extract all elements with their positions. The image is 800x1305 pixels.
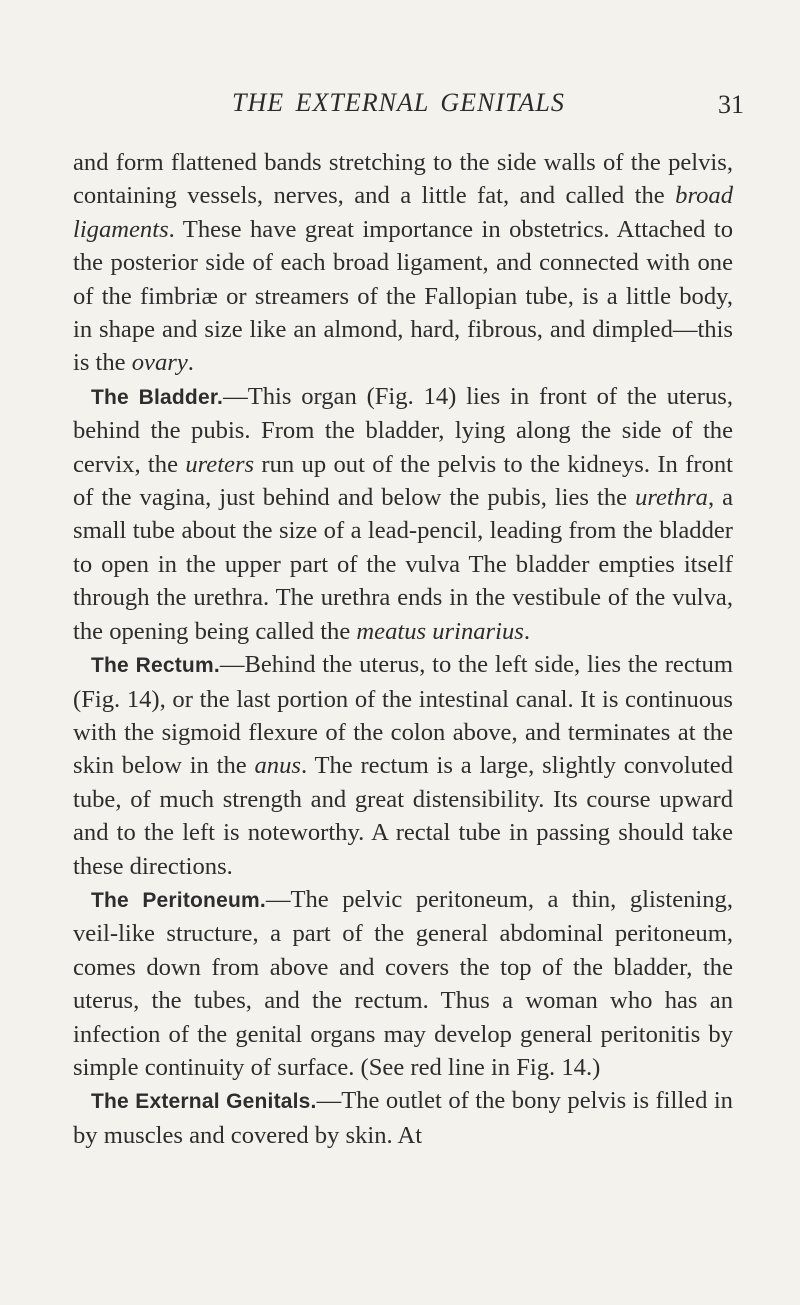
- italic-term: urethra: [635, 484, 708, 512]
- text-segment: .: [187, 349, 194, 377]
- running-header: [0, 88, 800, 124]
- paragraph: [73, 380, 733, 648]
- paragraph: [73, 1084, 733, 1152]
- italic-term: broad ligaments: [73, 182, 733, 243]
- text-segment: —The pelvic peritoneum, a thin, glistening, veil-like structure, a part of the general abdominal peritoneum, comes down from above and covers the top of the bladder, the uterus, the tubes, and the rectum. Thus a woman who has an infection of the genital organs may develop general peritonitis by simple continuity of surface. (See red line in Fig. 14.): [73, 885, 733, 1081]
- text-segment: , a small tube about the size of a lead-pencil, leading from the bladder to open in the upper part of the vulva The bladder empties itself through the urethra. The urethra ends in the vestibule of the vulva, the opening being called the: [73, 484, 734, 645]
- text-segment: —Behind the uterus, to the left side, lies the rectum (Fig. 14), or the last portion of the intestinal canal. It is continuous with the sigmoid flexure of the colon above, and terminates at the skin below in the: [73, 651, 733, 780]
- section-heading: The External Genitals.: [91, 1090, 317, 1114]
- text-segment: and form flattened bands stretching to the side walls of the pelvis, containing vessels, nerves, and a little fat, and called the: [73, 149, 733, 210]
- paragraph: [73, 146, 733, 380]
- paragraph: [73, 883, 733, 1084]
- paragraph: [73, 648, 733, 883]
- section-heading: The Bladder.: [91, 385, 224, 409]
- text-segment: . The rectum is a large, slightly convoluted tube, of much strength and great distensibility. Its course upward and to the left is noteworthy. A rectal tube in passing should take these directions.: [73, 752, 733, 880]
- body-text: [73, 146, 733, 1152]
- text-segment: . These have great importance in obstetrics. Attached to the posterior side of each broad ligament, and connected with one of the fimbriæ or streamers of the Fallopian tube, is a little body, in shape and size like an almond, hard, fibrous, and dimpled—this is the: [73, 215, 733, 377]
- italic-term: ovary: [131, 349, 188, 377]
- running-title: THE EXTERNAL GENITALS: [232, 88, 565, 117]
- italic-term: ureters: [185, 450, 255, 478]
- section-heading: The Rectum.: [91, 654, 220, 678]
- page-number: 31: [718, 90, 744, 119]
- text-segment: run up out of the pelvis to the kidneys. In front of the vagina, just behind and below the pubis, lies the: [73, 450, 733, 512]
- italic-term: anus: [254, 752, 301, 780]
- text-segment: —The outlet of the bony pelvis is filled in by muscles and covered by skin. At: [73, 1087, 733, 1149]
- text-segment: .: [523, 617, 530, 645]
- section-heading: The Peritoneum.: [91, 888, 266, 912]
- text-segment: —This organ (Fig. 14) lies in front of the uterus, behind the pubis. From the bladder, lying along the side of the cervix, the: [73, 382, 733, 478]
- italic-term: meatus urinarius: [356, 617, 524, 645]
